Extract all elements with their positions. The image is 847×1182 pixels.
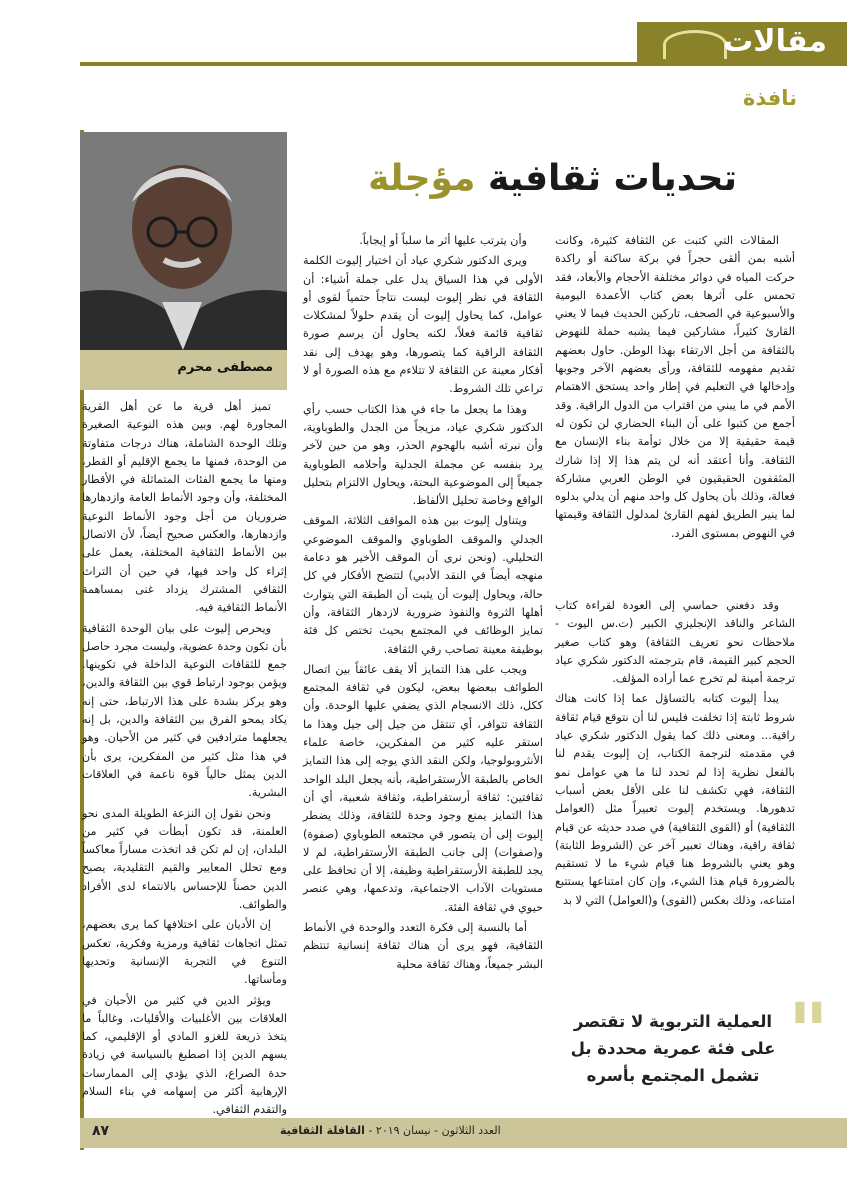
paragraph: وهذا ما يجعل ما جاء في هذا الكتاب حسب رأي الدكتور شكري عياد، مزيجاً من الجدل والطوباوية، وأن نبرته أشبه بالهجوم الحذر، وهو من حين لآخر يرد بنفسه عن مجملة الجدلية وأحلامه الطوباوية جميعاً إلى الموضوعية البحتة، ويحاول الالتزام بتحليل الواقع وخاصة تحليل الألفاظ. [303, 402, 543, 508]
title-part2: مؤجلة [368, 158, 476, 199]
pull-quote-line: العملية التربوية لا تقتصر [573, 1012, 773, 1031]
paragraph: المقالات التي كتبت عن الثقافة كثيرة، وكانت أشبه بمن ألقى حجراً في بركة ساكنة أو راكدة حركت المياه في دوائر مختلفة الأحجام والأبعاد، فقد تحمس على أثرها بعض كتاب الأعمدة اليومية والأسبوعية في الصحف، تاركين الحديث فيما لا يعني القارئ كثيراً، مشاركين فيما يشبه حملة للنهوض بالثقافة من أجل الارتقاء بهذا الوطن. حاول بعضهم تقديم مفهومه للثقافة، ورأى بعضهم الآخر وجوبها وإدخالها في التعليم في إطار واحد يستحق الاهتمام الأمم في ما يبني من اقتراب من الدول الراقية. وقد أجمع من كتبوا على أن البناء الحضاري لن تكون له قيمة حقيقية إلا من خلال توأمة بناء الإنسان مع الثقافة. وأنا أعتقد أنه لن يتم هذا إلا إذا شارك المثقفون الحقيقيون في الوطن العربي مشاركة فعالة، وذلك بأن يحاول كل واحد منهم أن يدلي بدلوه لما ينير الطريق لفهم القارئ لمدلول الثقافة وقيمتها في النهوض بمستوى الفرد. [555, 234, 795, 540]
swirl-decoration-icon [663, 30, 727, 59]
paragraph: إن الأديان على اختلافها كما يرى بعضهم، تمثل اتجاهات ثقافية ورمزية وفكرية، تعكس التنوع في التجربة الإنسانية وتحديها ومأساتها. [82, 918, 287, 987]
text-column-left [82, 398, 287, 1117]
pull-quote [548, 1008, 798, 1089]
pull-quote-line: تشمل المجتمع بأسره [586, 1066, 760, 1085]
paragraph: وأن يترتب عليها أثر ما سلباً أو إيجاباً. [359, 234, 527, 247]
paragraph: وقد دفعني حماسي إلى العودة لقراءة كتاب الشاعر والناقد الإنجليزي الكبير (ت.س اليوت - ملاحظات نحو تعريف الثقافة) وهو كتاب صغير الحجم كبير القيمة، قام بترجمته الدكتور شكري عياد ترجمة أمينة لم تخرج عما أراده المؤلف. [555, 599, 795, 686]
portrait-image [80, 132, 287, 350]
author-name: مصطفى محرم [177, 360, 273, 375]
paragraph: ويجب على هذا التمايز ألا يقف عائقاً بين اتصال الطوائف ببعضها ببعض، ليكون في ثقافة المجتمع ككل، ذلك الانسجام الذي يضفي عليها الوحدة. وأن الثقافة تتوافر، أي تنتقل من جيل إلى جيل وهذا ما استقر عليه كثير من المفكرين، خاصة علماء الأنثروبولوجيا، ولكن النقد الذي يوجه إلى هذا التمايز الخاص بالطبقة الأرستقراطية، بأنه يجعل البلد الواحد ثقافتين: ثقافة أرستقراطية، وثقافة شعبية، أي أن هذا التمايز يمنع وجود وحدة للثقافة، وذلك يضطر إليوت إلى أن يتصور في مجتمعه الطوباوي (صفوة) و(صفوات) إلى جانب الطبقة الأرستقراطية، لم لا يجد للطبقة الأرستقراطية وظيفة، إلا أن تحافظ على مستويات الآداب الاجتماعية، وتدعمها، وهي عنصر حيوي في ثقافة الفئة. [303, 662, 543, 914]
text-column-right-bottom [555, 597, 795, 992]
magazine-name: القافلة الثقافية [280, 1124, 365, 1137]
window-label: نافذة [742, 86, 797, 110]
section-tab [637, 22, 847, 64]
paragraph: أما بالنسبة إلى فكرة التعدد والوحدة في الأنماط الثقافية، فهو يرى أن هناك ثقافة إنسانية تنتظم البشر جميعاً، وهناك ثقافة محلية [303, 920, 543, 971]
header-rule [80, 62, 847, 66]
caption-box [80, 350, 287, 390]
article-title [368, 158, 737, 199]
paragraph: ويحرص إليوت على بيان الوحدة الثقافية بأن تكون وحدة عضوية، وليست مجرد حاصل جمع للثقافات النوعية الداخلة في تكوينها. ويؤمن بوجود ارتباط قوي بين الثقافة والدين، وهو يركز بشدة على هذا الارتباط، حتى إنه يكاد يمحو الفرق بين الثقافة والدين، بل إنه يجعلهما مترادفين في كثير من الأحيان. وهو في هذا مثل كثير من المفكرين، يرى بأن الدين يمثل حالياً قوة ناعمة في العلاقات البشرية. [82, 621, 287, 800]
footer-issue [280, 1124, 501, 1137]
pull-quote-line: على فئة عمرية محددة بل [570, 1039, 776, 1058]
section-title: مقالات [723, 24, 827, 59]
paragraph: تميز أهل قرية ما عن أهل القرية المجاورة لهم. وبين هذه النوعية الصغيرة وتلك الوحدة الشاملة، هناك درجات متفاوتة من الوحدة، فمنها ما يجمع الإقليم أو القطر، ومنها ما يجمع الفئات المتماثلة في الأقطار المختلفة، وأن وجود الأنماط العامة وازدهارها ضروريان من أجل وجود الأنماط النوعية وازدهارها، والعكس صحيح أيضاً، لأن الاتصال بين الأنماط الثقافية المختلفة، يعمل على إثراء كل واحد فيها، في حين أن التراث الثقافي المشترك يزداد غنى بمساهمة الأنماط الثقافية فيه. [82, 400, 287, 615]
paragraph: ونحن نقول إن النزعة الطويلة المدى نحو العلمنة، قد تكون أبطأت في كثير من البلدان، إن لم تكن قد اتخذت مساراً معاكساً ومع تحلل المعايير والقيم التقليدية، يصبح الدين حصناً للإحساس بالانتماء لدى الأفراد والطوائف. [82, 806, 287, 912]
paragraph: ويتناول إليوت بين هذه المواقف الثلاثة، الموقف الجدلي والموقف الطوباوي والموقف الموضوعي التحليلي. (ونحن نرى أن الموقف الأخير هو دعامة منهجه أيضاً في النقد الأدبي) لتتضح الأفكار في كل حالة، ويحاول إليوت أن يثبت أن الطبقة التي يتوارث أهلها الثروة والنفوذ ضرورية لازدهار الثقافة، وأن تمايز الوظائف في المجتمع بحيث تختص كل فئة بوظيفة معينة تصاحب رقي الثقافة. [303, 514, 543, 656]
paragraph: ويؤثر الدين في كثير من الأحيان في العلاقات بين الأغلبيات والأقليات، وغالباً ما يتخذ ذريعة للغزو المادي أو الإقليمي، كما يسهم الدين إذا اصطبغ بالسياسة في زيادة حدة الصراع، الذي يؤدي إلى الممارسات الإرهابية أكثر من إسهامه في بناء السلام والتقدم الثقافي. [82, 993, 287, 1117]
author-photo [80, 132, 287, 350]
page-number: ٨٧ [92, 1123, 110, 1139]
text-column-right-top [555, 232, 795, 597]
paragraph: ويرى الدكتور شكري عياد أن اختيار إليوت الكلمة الأولى في هذا السياق يدل على جملة أشياء: أن الثقافة في نظر إليوت ليست نتاجاً حتمياً لقوى أو عوامل، كما يحاول إليوت أن يقدم حلولاً لمشكلات ثقافية قائمة فعلاً، لكنه يحاول أن يرسم صورة الثقافة الراقية كما يتصورها، وهو يهدف إلى نقد أفكار معينة عن الثقافة لا تتلاءم مع هذه الصورة أو لا تراعي تلك الشروط. [303, 254, 543, 396]
text-column-middle [303, 232, 543, 1122]
quote-mark-icon: " [788, 988, 829, 1078]
paragraph: يبدأ إليوت كتابه بالتساؤل عما إذا كانت هناك شروط ثابتة إذا تخلفت فليس لنا أن نتوقع قيام ثقافة راقية... ومعنى ذلك كما يقول الدكتور شكري عياد في مقدمته لترجمة الكتاب، إن إليوت يقدم لنا بالفعل نظرية إذا لم تحدد لنا ما هي عوامل نمو الثقافة، فهي تكشف لنا على الأقل بعض أسباب تدهورها. ويستخدم إليوت تعبيراً مثل (العوامل الثقافية) أو (القوى الثقافية) في صدد حديثه عن قيام ثقافة راقية، وهناك تعبير آخر عن (الشروط الثابتة) وهو يعني بالشروط هنا قيام شيء ما لا تستقيم بالضرورة قيام هذا الشيء، وإن كان امتناعها يستتبع امتناعه، وذلك بعكس (القوى) و(العوامل) التي لا بد [555, 692, 795, 907]
title-part1: تحديات ثقافية [487, 158, 737, 199]
issue-text: العدد الثلاثون - نيسان ٢٠١٩ - [368, 1124, 501, 1137]
